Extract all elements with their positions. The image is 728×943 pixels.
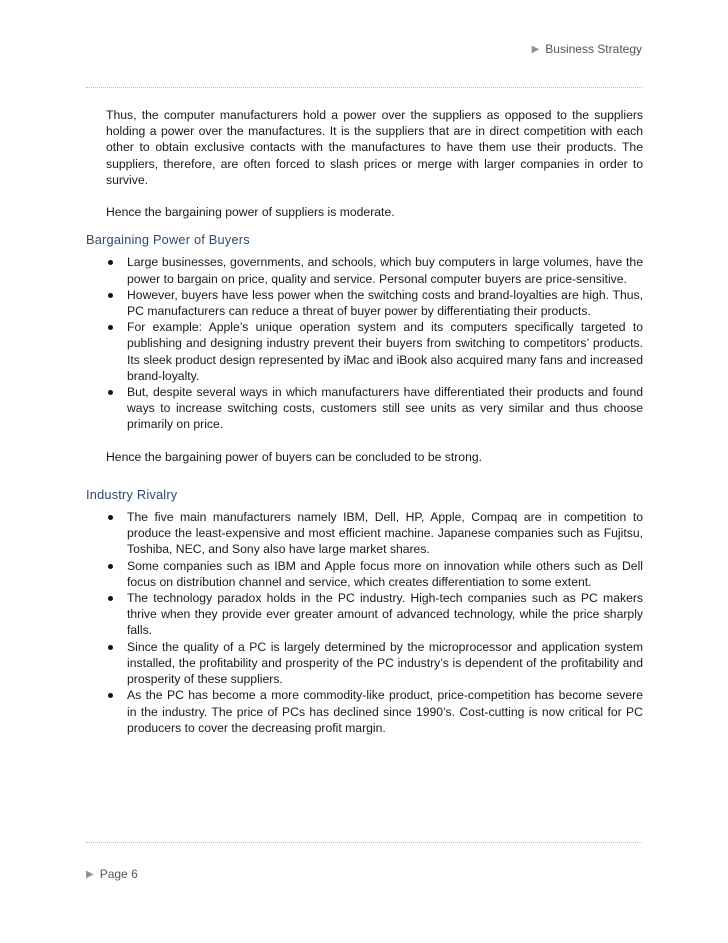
suppliers-conclusion: Hence the bargaining power of suppliers is moderate. <box>106 205 395 220</box>
intro-paragraph: Thus, the computer manufacturers hold a power over the suppliers as opposed to the suppliers holding a power over the manufactures. It is the suppliers that are in direct competition with each other to obtain exclusive contacts with the manufactures to have them use their products. The suppliers, therefore, are often forced to slash prices or merge with larger companies in order to survive. <box>106 108 643 187</box>
list-item: For example: Apple’s unique operation system and its computers specifically targeted to publishing and designing industry prevent their buyers from switching to competitors’ products. Its sleek product design represented by iMac and iBook also acquired many fans and increased brand-loyalty. <box>86 319 643 384</box>
section-heading-buyers: Bargaining Power of Buyers <box>86 232 250 248</box>
rivalry-list <box>86 509 643 736</box>
list-item: The technology paradox holds in the PC industry. High-tech companies such as PC makers thrive when they provide ever greater amount of advanced technology, while the price sharply falls. <box>86 590 643 639</box>
page-footer <box>86 867 138 881</box>
header-title: Business Strategy <box>545 42 642 56</box>
header-divider <box>86 87 642 88</box>
list-item: But, despite several ways in which manufacturers have differentiated their products and found ways to increase switching costs, customers still see units as very similar and thus choose primarily on price. <box>86 384 643 433</box>
bullet-icon <box>108 390 113 395</box>
list-item: Since the quality of a PC is largely determined by the microprocessor and application system installed, the profitability and prosperity of the PC industry’s is dependent of the profitability and prosperity of these suppliers. <box>86 639 643 688</box>
bullet-icon <box>108 293 113 298</box>
page-body <box>86 107 643 736</box>
bullet-icon <box>108 645 113 650</box>
bullet-icon <box>108 693 113 698</box>
buyers-conclusion: Hence the bargaining power of buyers can be concluded to be strong. <box>106 449 483 464</box>
page-header <box>532 42 642 56</box>
bullet-icon <box>108 564 113 569</box>
section-heading-rivalry: Industry Rivalry <box>86 486 178 502</box>
buyers-list <box>86 254 643 432</box>
page-number: Page 6 <box>99 867 138 881</box>
list-item: The five main manufacturers namely IBM, Dell, HP, Apple, Compaq are in competition to produce the least-expensive and most efficient machine. Japanese companies such as Fujitsu, Toshiba, NEC, and Sony also have large market shares. <box>86 509 643 558</box>
bullet-icon <box>108 260 113 265</box>
list-item: As the PC has become a more commodity-like product, price-competition has become severe in the industry. The price of PCs has declined since 1990’s. Cost-cutting is now critical for PC producers to cover the decreasing profit margin. <box>86 687 643 736</box>
triangle-right-icon: ▶ <box>86 868 94 880</box>
bullet-icon <box>108 325 113 330</box>
bullet-icon <box>108 596 113 601</box>
list-item: However, buyers have less power when the switching costs and brand-loyalties are high. Thus, PC manufacturers can reduce a threat of buyer power by differentiating their products. <box>86 287 643 319</box>
footer-divider <box>86 842 642 843</box>
triangle-right-icon: ▶ <box>531 43 540 55</box>
bullet-icon <box>108 515 113 520</box>
list-item: Large businesses, governments, and schools, which buy computers in large volumes, have the power to bargain on price, quality and service. Personal computer buyers are price-sensitive. <box>86 254 643 286</box>
list-item: Some companies such as IBM and Apple focus more on innovation while others such as Dell focus on distribution channel and service, which creates differentiation to some extent. <box>86 558 643 590</box>
